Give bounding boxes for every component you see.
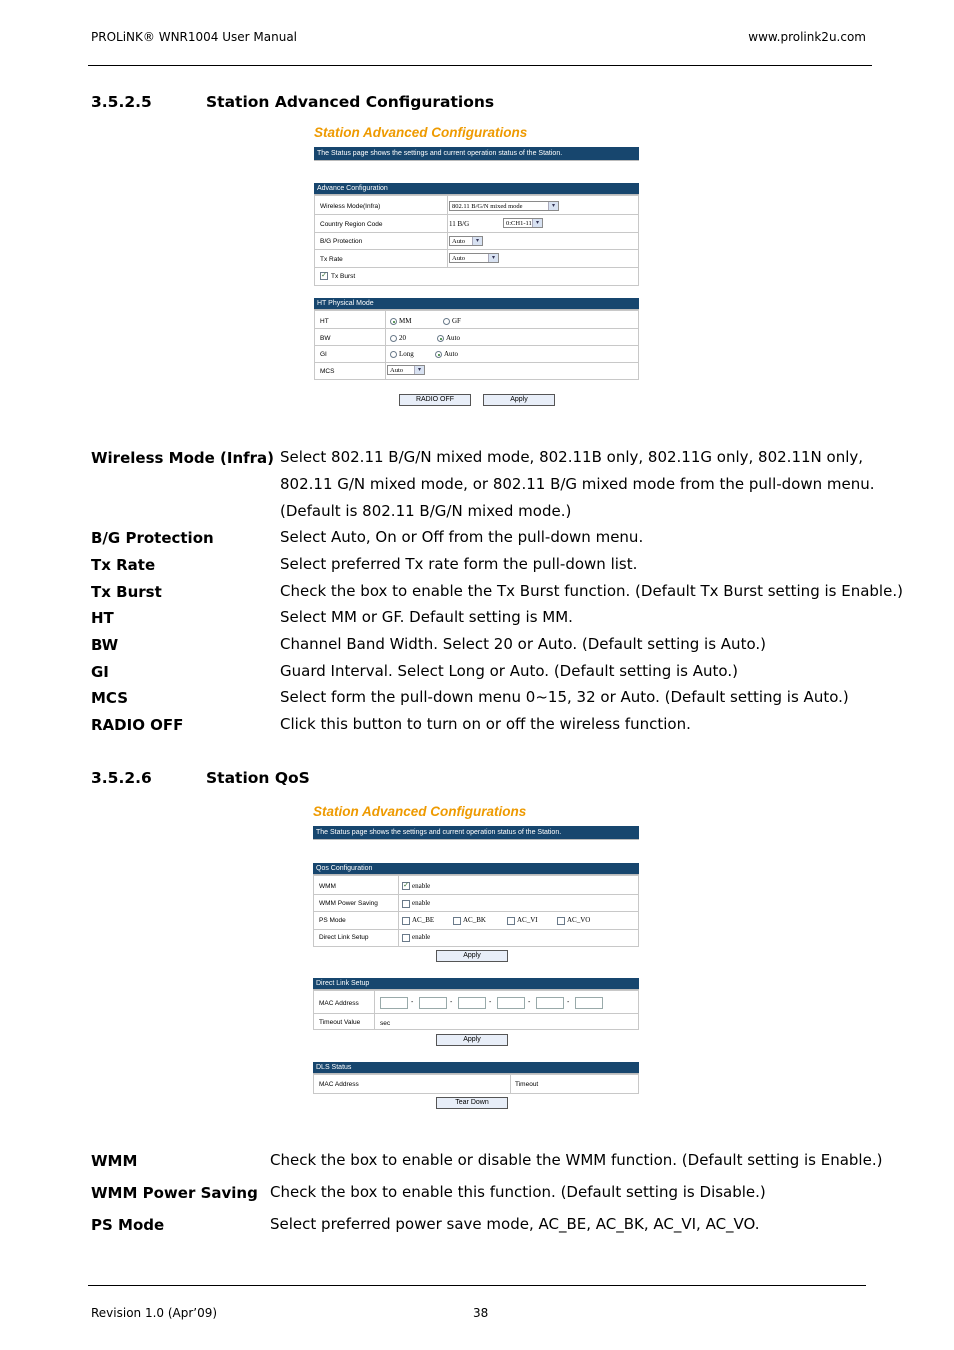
ht-physical-header: HT Physical Mode: [314, 298, 639, 310]
direct-link-enable-text: enable: [412, 933, 431, 941]
section-title: Station Advanced Configurations: [206, 93, 495, 111]
gi-auto-text: Auto: [444, 350, 458, 358]
ps-mode-label: PS Mode: [319, 917, 346, 924]
dls-col-timeout: Timeout: [515, 1081, 539, 1088]
gi-label: GI: [320, 351, 327, 358]
wmm-enable-text: enable: [412, 882, 431, 890]
section2-title: Station QoS: [206, 769, 310, 787]
wmm-checkbox[interactable]: ✓: [403, 882, 409, 889]
wmm-label: WMM: [319, 883, 336, 890]
tx-rate-select[interactable]: Auto ▾: [449, 253, 499, 263]
country-band: 11 B/G: [449, 220, 470, 228]
bw-auto-radio[interactable]: [437, 335, 444, 342]
bw-20-radio[interactable]: [390, 335, 397, 342]
dls-status-header: DLS Status: [313, 1062, 639, 1074]
dls-status-panel: [313, 1074, 639, 1094]
wmm-ps-label: WMM Power Saving: [319, 900, 378, 907]
status-bar: The Status page shows the settings and current operation status of the Station.: [314, 147, 639, 161]
ps-acvi-text: AC_VI: [517, 916, 538, 924]
wireless-mode-label: Wireless Mode(Infra): [320, 203, 381, 210]
mac-octet-6-input[interactable]: [575, 997, 603, 1009]
desc-tx-rate: Select preferred Tx rate form the pull-down list.: [280, 555, 638, 573]
ht-mm-text: MM: [399, 317, 412, 325]
ht-mm-radio[interactable]: [390, 318, 397, 325]
chevron-down-icon: ▾: [414, 366, 424, 374]
footer-rule: [88, 1285, 866, 1286]
dls-apply-button[interactable]: Apply: [436, 1034, 508, 1046]
mac-address-label: MAC Address: [319, 1000, 359, 1007]
ps-acbe-checkbox[interactable]: [402, 917, 410, 925]
desc-ps-mode: Select preferred power save mode, AC_BE, AC_BK, AC_VI, AC_VO.: [270, 1215, 760, 1233]
term-wmm: WMM: [91, 1152, 138, 1170]
term-radio-off: RADIO OFF: [91, 716, 184, 734]
header-rule: [88, 65, 872, 66]
mac-octet-1-input[interactable]: [380, 997, 408, 1009]
direct-link-setup-panel: [313, 990, 639, 1030]
timeout-unit: sec: [380, 1020, 391, 1027]
desc-wmm-power-saving: Check the box to enable this function. (Default setting is Disable.): [270, 1183, 766, 1201]
tx-burst-checkbox[interactable]: ✓: [321, 272, 327, 279]
qos-apply-button[interactable]: Apply: [436, 950, 508, 962]
ps-acbe-text: AC_BE: [412, 916, 435, 924]
mac-octet-5-input[interactable]: [536, 997, 564, 1009]
header-url: www.prolink2u.com: [748, 30, 866, 44]
country-region-label: Country Region Code: [320, 221, 383, 228]
term-bw: BW: [91, 636, 119, 654]
mcs-label: MCS: [320, 368, 335, 375]
header-title: PROLiNK® WNR1004 User Manual: [91, 30, 298, 44]
ps-acbk-checkbox[interactable]: [453, 917, 461, 925]
screenshot2-title: Station Advanced Configurations: [313, 804, 527, 819]
country-region-select[interactable]: 0:CH1-11 ▾: [503, 218, 543, 228]
tear-down-button[interactable]: Tear Down: [436, 1097, 508, 1109]
desc-gi: Guard Interval. Select Long or Auto. (Default setting is Auto.): [280, 662, 738, 680]
ht-physical-panel: [314, 310, 639, 380]
wmm-ps-enable-text: enable: [412, 899, 431, 907]
mac-sep: -: [528, 999, 531, 1006]
qos-config-panel: [313, 875, 639, 947]
term-bg-protection: B/G Protection: [91, 529, 214, 547]
desc-radio-off: Click this button to turn on or off the wireless function.: [280, 715, 691, 733]
wmm-ps-checkbox[interactable]: [402, 900, 410, 908]
mac-sep: -: [450, 999, 453, 1006]
advance-config-header: Advance Configuration: [314, 183, 639, 195]
mac-octet-4-input[interactable]: [497, 997, 525, 1009]
mac-sep: -: [567, 999, 570, 1006]
ps-acvo-text: AC_VO: [567, 916, 591, 924]
direct-link-setup-header: Direct Link Setup: [313, 978, 639, 990]
term-tx-rate: Tx Rate: [91, 556, 156, 574]
footer-revision: Revision 1.0 (Apr’09): [91, 1306, 218, 1320]
chevron-down-icon: ▾: [548, 202, 558, 210]
tx-rate-label: Tx Rate: [320, 256, 343, 263]
chevron-down-icon: ▾: [488, 254, 498, 262]
term-mcs: MCS: [91, 689, 129, 707]
ps-acvo-checkbox[interactable]: [557, 917, 565, 925]
gi-long-text: Long: [399, 350, 414, 358]
desc-wireless-mode: Select 802.11 B/G/N mixed mode, 802.11B only, 802.11G only, 802.11N only, 802.11 G/N mixed mode, or 802.11 B/G mixed mode from the pull-down menu. (Default is 802.11 B/G/N mixed mode.): [280, 448, 875, 520]
term-ps-mode: PS Mode: [91, 1216, 165, 1234]
mac-octet-2-input[interactable]: [419, 997, 447, 1009]
timeout-value-label: Timeout Value: [319, 1019, 361, 1026]
term-wmm-power-saving: WMM Power Saving: [91, 1184, 258, 1202]
term-tx-burst: Tx Burst: [91, 583, 162, 601]
chevron-down-icon: ▾: [532, 219, 542, 227]
desc-bg-protection: Select Auto, On or Off from the pull-down menu.: [280, 528, 644, 546]
desc-bw: Channel Band Width. Select 20 or Auto. (Default setting is Auto.): [280, 635, 766, 653]
mac-sep: -: [489, 999, 492, 1006]
radio-off-button[interactable]: RADIO OFF: [399, 394, 471, 406]
bw-20-text: 20: [399, 334, 406, 342]
term-wireless-mode: Wireless Mode (Infra): [91, 449, 275, 467]
tx-burst-label: Tx Burst: [331, 273, 356, 280]
section2-number: 3.5.2.6: [91, 769, 152, 787]
gi-auto-radio[interactable]: [435, 351, 442, 358]
wireless-mode-select[interactable]: 802.11 B/G/N mixed mode ▾: [449, 201, 559, 211]
desc-tx-burst: Check the box to enable the Tx Burst function. (Default Tx Burst setting is Enable.): [280, 582, 903, 600]
direct-link-checkbox[interactable]: [402, 934, 410, 942]
chevron-down-icon: ▾: [472, 237, 482, 245]
gi-long-radio[interactable]: [390, 351, 397, 358]
qos-config-header: Qos Configuration: [313, 863, 639, 875]
mac-octet-3-input[interactable]: [458, 997, 486, 1009]
ps-acvi-checkbox[interactable]: [507, 917, 515, 925]
direct-link-label: Direct Link Setup: [319, 934, 369, 941]
bw-auto-text: Auto: [446, 334, 460, 342]
ht-gf-radio[interactable]: [443, 318, 450, 325]
term-ht: HT: [91, 609, 114, 627]
desc-wmm: Check the box to enable or disable the WMM function. (Default setting is Enable.): [270, 1151, 883, 1169]
desc-ht: Select MM or GF. Default setting is MM.: [280, 608, 573, 626]
apply-button[interactable]: Apply: [483, 394, 555, 406]
mac-sep: -: [411, 999, 414, 1006]
status-bar: The Status page shows the settings and current operation status of the Station.: [313, 826, 639, 840]
bg-protection-select[interactable]: Auto ▾: [449, 236, 483, 246]
bg-protection-label: B/G Protection: [320, 238, 363, 245]
section-number: 3.5.2.5: [91, 93, 152, 111]
term-gi: GI: [91, 663, 109, 681]
screenshot-title: Station Advanced Configurations: [314, 125, 528, 140]
ht-label: HT: [320, 318, 329, 325]
bw-label: BW: [320, 335, 331, 342]
mcs-select[interactable]: Auto ▾: [387, 365, 425, 375]
ps-acbk-text: AC_BK: [463, 916, 486, 924]
dls-col-mac: MAC Address: [319, 1081, 359, 1088]
desc-mcs: Select form the pull-down menu 0~15, 32 or Auto. (Default setting is Auto.): [280, 688, 849, 706]
page-number: 38: [473, 1306, 489, 1320]
ht-gf-text: GF: [452, 317, 461, 325]
advance-config-panel: [314, 195, 639, 286]
